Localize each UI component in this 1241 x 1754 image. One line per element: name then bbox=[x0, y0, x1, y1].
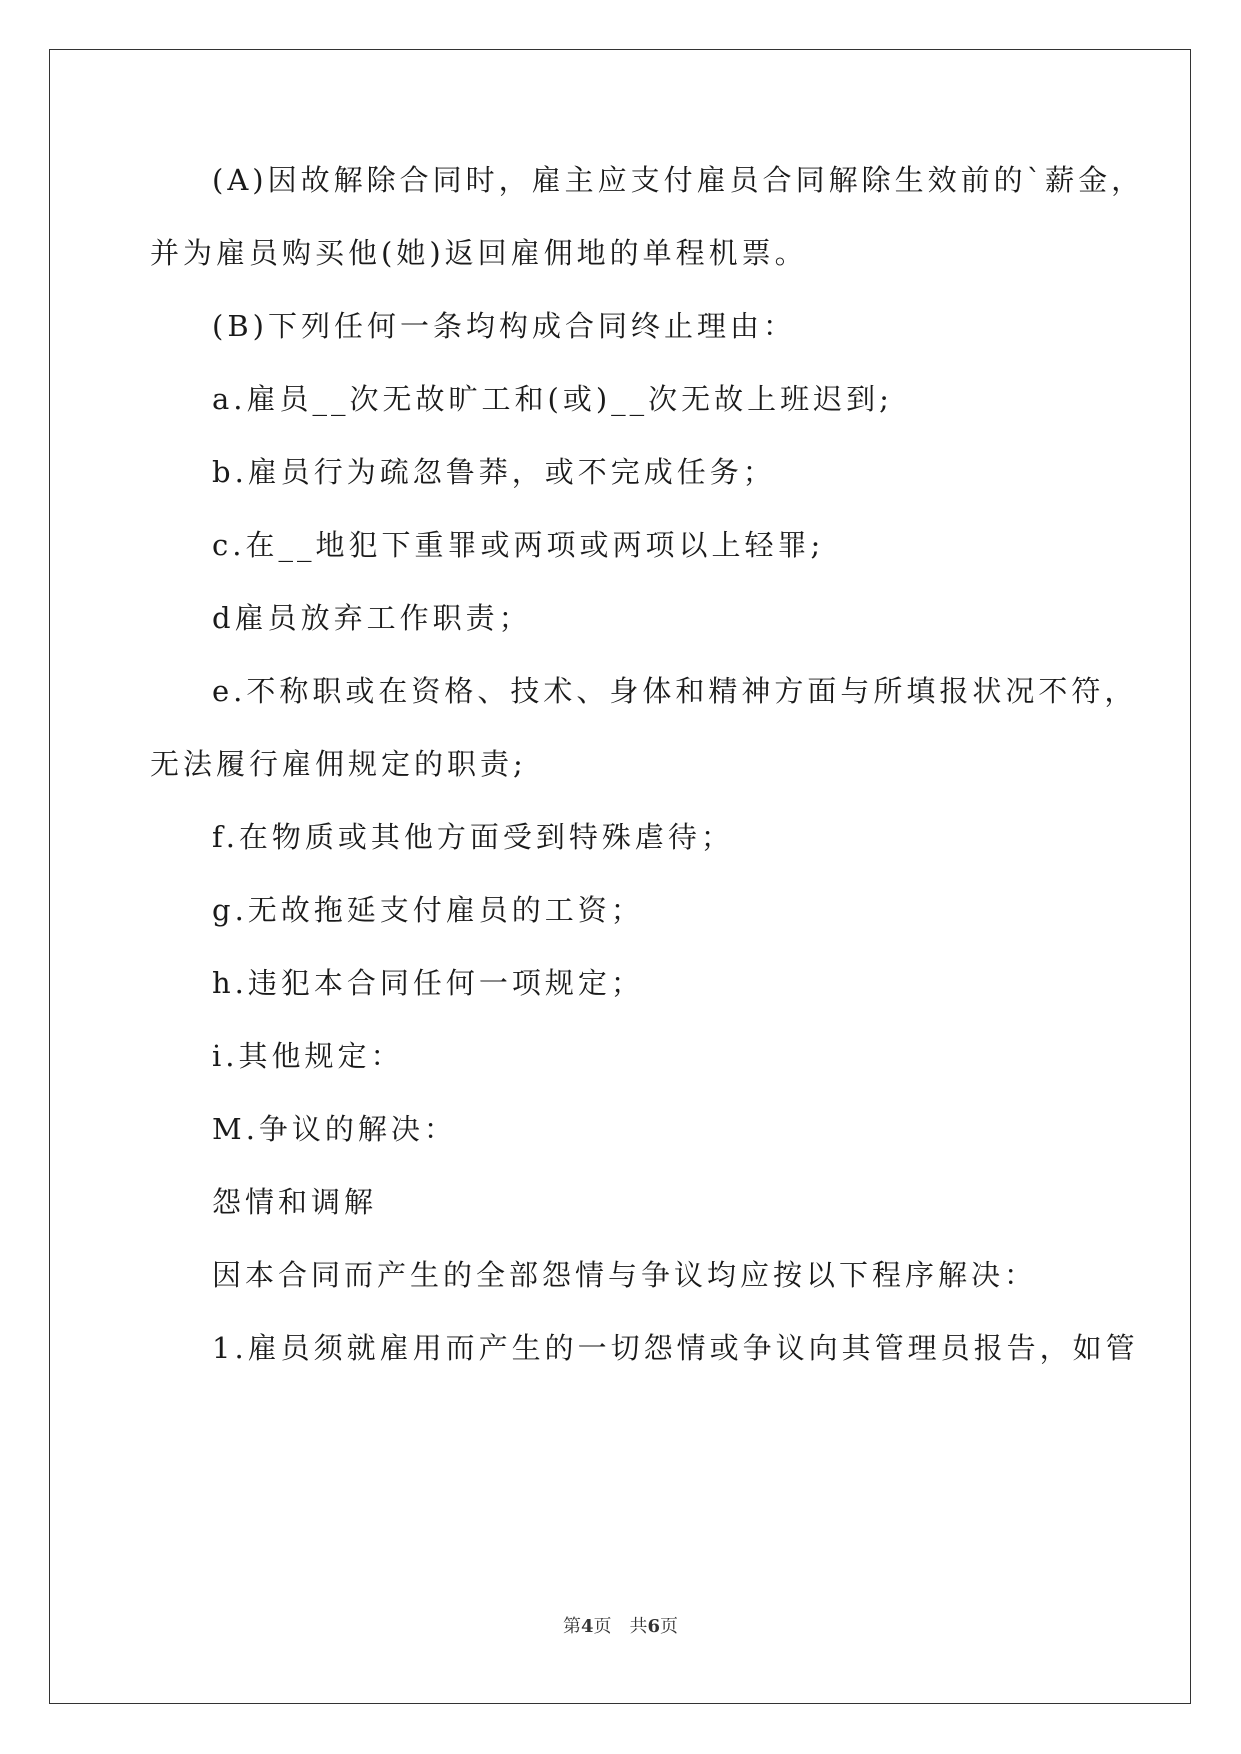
page-border bbox=[49, 49, 1191, 1704]
text-line: 无法履行雇佣规定的职责; bbox=[150, 747, 527, 781]
text-line: 1.雇员须就雇用而产生的一切怨情或争议向其管理员报告，如管 bbox=[212, 1331, 1139, 1365]
current-page-number: 4 bbox=[580, 1616, 594, 1637]
text-line: b.雇员行为疏忽鲁莽，或不完成任务； bbox=[212, 455, 776, 489]
text-line: c.在__地犯下重罪或两项或两项以上轻罪; bbox=[212, 528, 825, 562]
text-line: 因本合同而产生的全部怨情与争议均应按以下程序解决： bbox=[212, 1258, 1038, 1292]
text-line: d雇员放弃工作职责； bbox=[212, 601, 532, 635]
text-line: g.无故拖延支付雇员的工资； bbox=[212, 893, 644, 927]
text-line: M.争议的解决： bbox=[212, 1112, 457, 1146]
text-line: e.不称职或在资格、技术、身体和精神方面与所填报状况不符， bbox=[212, 674, 1138, 708]
text-line: i.其他规定： bbox=[212, 1039, 404, 1073]
footer-middle: 页 共 bbox=[593, 1616, 648, 1637]
total-pages-number: 6 bbox=[647, 1616, 661, 1637]
text-line: a.雇员__次无故旷工和(或)__次无故上班迟到; bbox=[212, 382, 893, 416]
text-line: (A)因故解除合同时，雇主应支付雇员合同解除生效前的`薪金， bbox=[212, 163, 1145, 197]
text-line: 并为雇员购买他(她)返回雇佣地的单程机票。 bbox=[150, 236, 808, 270]
text-line: (B)下列任何一条均构成合同终止理由： bbox=[212, 309, 796, 343]
footer-suffix: 页 bbox=[660, 1616, 679, 1637]
page-footer bbox=[0, 1612, 1241, 1638]
text-line: h.违犯本合同任何一项规定； bbox=[212, 966, 644, 1000]
footer-prefix: 第 bbox=[562, 1616, 581, 1637]
text-line: 怨情和调解 bbox=[212, 1185, 378, 1219]
text-line: f.在物质或其他方面受到特殊虐待； bbox=[212, 820, 734, 854]
